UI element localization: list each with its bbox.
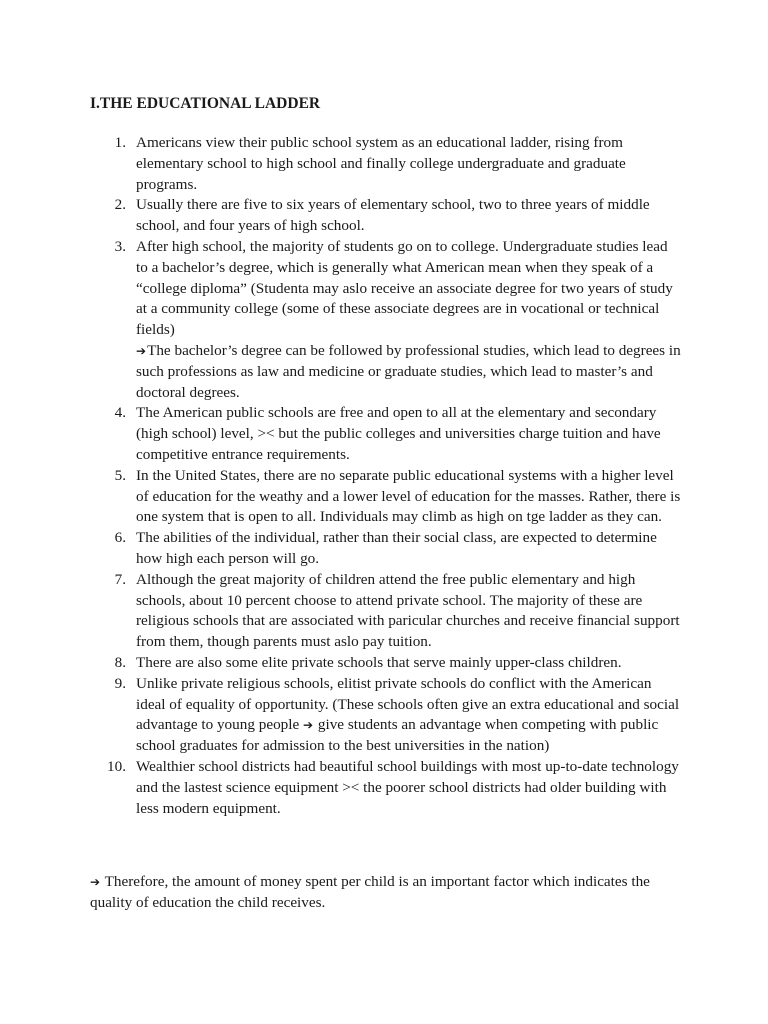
list-item [114, 237, 681, 403]
arrow-icon: ➔ [90, 875, 101, 889]
list-text: The abilities of the individual, rather than their social class, are expected to determine how high each person will go. [136, 529, 657, 567]
list-number: 3. [114, 237, 126, 255]
arrow-icon: ➔ [136, 343, 147, 358]
list-text: In the United States, there are no separate public educational systems with a higher level of education for the weathy and a lower level of education for the masses. Rather, there is one system that is open to all. Individuals may climb as high on tge ladder as they can. [136, 466, 681, 526]
list-item [114, 570, 681, 653]
list-number: 7. [114, 570, 126, 588]
subparagraph-text: The bachelor’s degree can be followed by professional studies, which lead to degrees in such professions as law and medicine or graduate studies, which lead to master’s and doctoral degrees. [136, 341, 681, 401]
document-title: I.THE EDUCATIONAL LADDER [90, 95, 321, 112]
list-number: 6. [114, 529, 126, 547]
conclusion-paragraph [90, 872, 690, 914]
arrow-icon: ➔ [303, 718, 314, 733]
list-subparagraph [136, 341, 681, 403]
list-text: Although the great majority of children attend the free public elementary and high schools, about 10 percent choose to attend private school. The majority of these are religious schools that are associated with paricular churches and receive financial support from them, though parents must aslo pay tuition. [136, 570, 680, 651]
list-number: 1. [114, 134, 126, 151]
list-text-continued: give students an advantage when competing with public school graduates for admission to the best universities in the nation) [136, 716, 659, 755]
list-item [114, 528, 681, 570]
list-text: The American public schools are free and open to all at the elementary and secondary (high school) level, >< but the public colleges and universities charge tuition and have competitive entrance requirements. [136, 404, 661, 463]
list-item [114, 466, 681, 528]
list-item [107, 757, 681, 819]
list-number: 8. [114, 653, 126, 671]
list-item [114, 195, 681, 237]
list-text: After high school, the majority of students go on to college. Undergraduate studies lead to a bachelor’s degree, which is generally what American mean when they speak of a “college diploma” (Studenta may aslo receive an associate degree for two years of study at a community college (some of these associate degrees are in vocational or technical fields) [136, 237, 673, 339]
list-item [114, 403, 681, 465]
list-number: 4. [114, 404, 126, 422]
list-text: Americans view their public school system as an educational ladder, rising from elementary school to high school and finally college undergraduate and graduate programs. [136, 134, 626, 193]
list-text: Unlike private religious schools, elitist private schools do conflict with the American ideal of equality of opportunity. (These schools often give an extra educational and social advantage to young people [136, 674, 680, 734]
list-number: 5. [114, 466, 126, 484]
list-number: 2. [114, 196, 126, 214]
conclusion-text: Therefore, the amount of money spent per child is an important factor which indicates the quality of education the child receives. [90, 873, 650, 911]
list-text: There are also some elite private schools that serve mainly upper-class children. [136, 653, 622, 671]
list-text: Wealthier school districts had beautiful school buildings with most up-to-date technology and the lastest science equipment >< the poorer school districts had older building with less modern equipment. [136, 757, 679, 817]
list-item [114, 674, 681, 757]
list-item [114, 133, 681, 195]
list-item [114, 653, 681, 674]
list-text: Usually there are five to six years of elementary school, two to three years of middle school, and four years of high school. [136, 196, 650, 235]
list-number: 10. [107, 757, 126, 775]
list-number: 9. [114, 674, 126, 692]
numbered-list [107, 133, 681, 819]
